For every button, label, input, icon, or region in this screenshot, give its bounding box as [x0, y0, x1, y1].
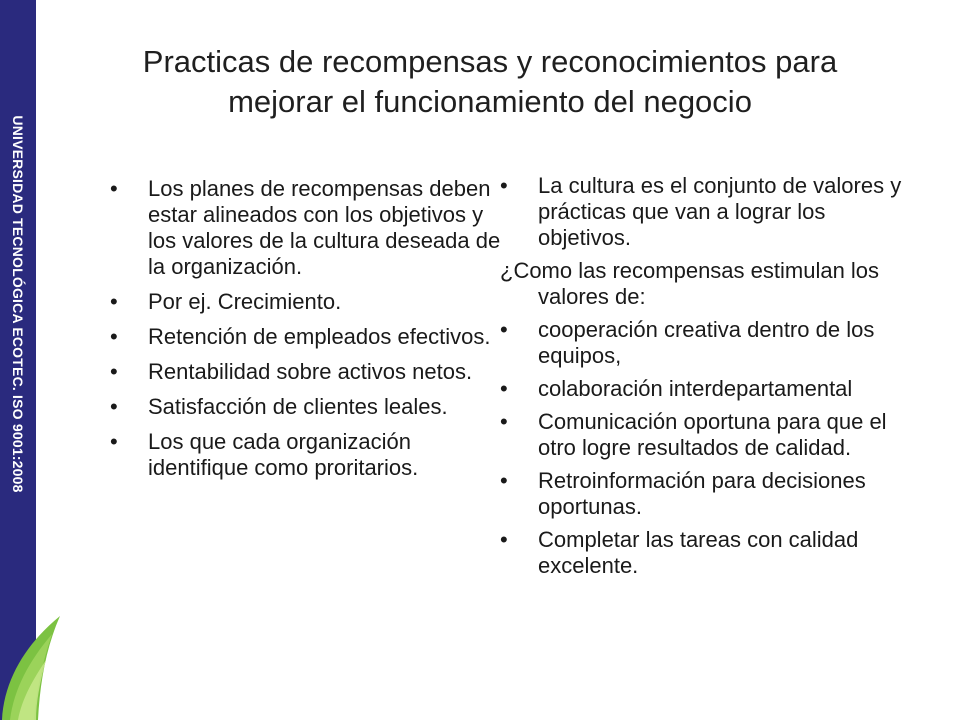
- bullet-icon: •: [500, 173, 508, 198]
- list-item: [110, 394, 502, 420]
- bullet-icon: •: [110, 394, 118, 419]
- slide-title: [40, 42, 940, 122]
- bullet-icon: •: [110, 359, 118, 384]
- list-item-text: La cultura es el conjunto de valores y prácticas que van a lograr los objetivos.: [538, 173, 902, 250]
- list-item-text: Por ej. Crecimiento.: [148, 289, 342, 314]
- bullet-icon: •: [500, 317, 508, 342]
- list-item-text: Retención de empleados efectivos.: [148, 324, 491, 349]
- list-item-text: Comunicación oportuna para que el otro logre resultados de calidad.: [538, 409, 887, 460]
- bullet-icon: •: [110, 176, 118, 201]
- green-leaf-icon: [0, 608, 62, 720]
- list-item: [500, 376, 910, 402]
- right-column: [500, 173, 910, 586]
- bullet-icon: •: [500, 527, 508, 552]
- right-question-text: ¿Como las recompensas estimulan los valores de:: [500, 258, 880, 309]
- list-item-text: Los planes de recompensas deben estar alineados con los objetivos y los valores de la cultura deseada de la organización.: [148, 176, 501, 279]
- slide-title-line-2: mejorar el funcionamiento del negocio: [228, 84, 752, 119]
- bullet-icon: •: [500, 468, 508, 493]
- list-item-text: Los que cada organización identifique como proritarios.: [148, 429, 419, 480]
- left-column: [110, 176, 502, 490]
- list-item: [500, 173, 910, 251]
- list-item: [500, 527, 910, 579]
- list-item: [110, 289, 502, 315]
- list-item-text: Retroinformación para decisiones oportunas.: [538, 468, 866, 519]
- right-values-list: [500, 317, 910, 579]
- bullet-icon: •: [110, 324, 118, 349]
- list-item: [500, 317, 910, 369]
- list-item-text: Completar las tareas con calidad excelente.: [538, 527, 859, 578]
- bullet-icon: •: [110, 429, 118, 454]
- bullet-icon: •: [500, 376, 508, 401]
- list-item: [110, 359, 502, 385]
- list-item-text: Rentabilidad sobre activos netos.: [148, 359, 473, 384]
- list-item: [500, 468, 910, 520]
- list-item: [500, 409, 910, 461]
- list-item: [110, 324, 502, 350]
- university-banner-text: UNIVERSIDAD TECNOLÓGICA ECOTEC. ISO 9001:2008: [10, 115, 26, 493]
- right-bullet-list: [500, 173, 910, 251]
- list-item-text: colaboración interdepartamental: [538, 376, 853, 401]
- bullet-icon: •: [110, 289, 118, 314]
- list-item-text: cooperación creativa dentro de los equipos,: [538, 317, 875, 368]
- slide-title-line-1: Practicas de recompensas y reconocimientos para: [142, 44, 838, 79]
- list-item: [110, 429, 502, 481]
- list-item: [110, 176, 502, 280]
- bullet-icon: •: [500, 409, 508, 434]
- left-bullet-list: [110, 176, 502, 481]
- side-band: [0, 0, 36, 608]
- list-item-text: Satisfacción de clientes leales.: [148, 394, 448, 419]
